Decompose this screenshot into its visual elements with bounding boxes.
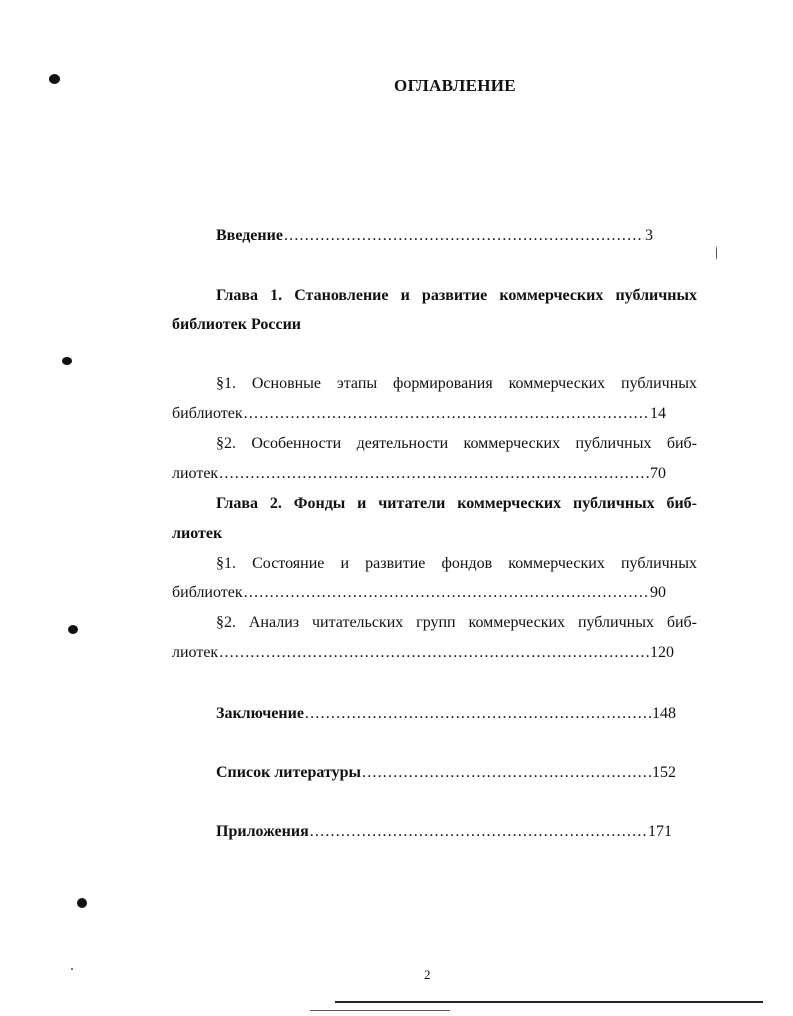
toc-ch1-s1-label: библиотек: [172, 405, 243, 422]
scan-speck: [716, 246, 717, 260]
bottom-scan-line: [335, 1001, 763, 1003]
toc-ch2-s2-label: лиотек: [172, 644, 219, 661]
punch-hole-blot: [68, 625, 78, 634]
toc-appendices-page: 171: [648, 823, 672, 840]
toc-ch1-s2-line1[interactable]: §2. Особенности деятельности коммерческих публичных биб-: [216, 435, 697, 452]
toc-conclusion-label: Заключение: [216, 705, 304, 722]
punch-hole-blot: [77, 898, 87, 908]
dot-leader: [284, 226, 644, 246]
toc-intro-page: 3: [645, 227, 653, 244]
scan-speck: [71, 968, 73, 970]
page-title: ОГЛАВЛЕНИЕ: [394, 76, 516, 95]
toc-references-label: Список литературы: [216, 764, 361, 781]
toc-ch2-s1-label: библиотек: [172, 584, 243, 601]
toc-ch2-s1-page: 90: [650, 584, 666, 601]
page-number: 2: [424, 967, 431, 982]
toc-ch2-s1-line2[interactable]: [172, 583, 666, 603]
toc-ch1-s2-label: лиотек: [172, 465, 219, 482]
dot-leader: [305, 704, 651, 724]
punch-hole-blot: [62, 357, 72, 365]
punch-hole-blot: [49, 74, 60, 84]
toc-ch2-s2-page: 120: [650, 644, 674, 661]
toc-ch1-s1-line2[interactable]: [172, 404, 666, 424]
toc-references-page: 152: [652, 764, 676, 781]
toc-ch1-s1-page: 14: [650, 405, 666, 422]
toc-entry-intro[interactable]: [216, 226, 653, 246]
toc-ch2-s1-line1[interactable]: §1. Состояние и развитие фондов коммерческих публичных: [216, 555, 697, 572]
dot-leader: [362, 763, 651, 783]
toc-ch1-s2-page: 70: [650, 465, 666, 482]
toc-ch2-s2-line1[interactable]: §2. Анализ читательских групп коммерческих публичных биб-: [216, 614, 697, 631]
toc-chapter2-title-line2[interactable]: лиотек: [172, 525, 223, 542]
toc-entry-conclusion[interactable]: [216, 704, 676, 724]
toc-intro-label: Введение: [216, 227, 283, 244]
toc-ch1-s1-line1[interactable]: §1. Основные этапы формирования коммерческих публичных: [216, 375, 697, 392]
toc-appendices-label: Приложения: [216, 823, 309, 840]
dot-leader: [310, 822, 647, 842]
toc-entry-appendices[interactable]: [216, 822, 672, 842]
toc-conclusion-page: 148: [652, 705, 676, 722]
toc-chapter2-title-line1[interactable]: Глава 2. Фонды и читатели коммерческих публичных биб-: [216, 495, 697, 512]
toc-chapter1-title-line2[interactable]: библиотек России: [172, 316, 301, 333]
dot-leader: [219, 464, 649, 484]
dot-leader: [244, 404, 649, 424]
toc-entry-references[interactable]: [216, 763, 676, 783]
dot-leader: [219, 643, 649, 663]
bottom-scan-line: [310, 1010, 450, 1011]
toc-chapter1-title-line1[interactable]: Глава 1. Становление и развитие коммерческих публичных: [216, 287, 697, 304]
toc-ch1-s2-line2[interactable]: [172, 464, 666, 484]
dot-leader: [244, 583, 649, 603]
toc-ch2-s2-line2[interactable]: [172, 643, 674, 663]
